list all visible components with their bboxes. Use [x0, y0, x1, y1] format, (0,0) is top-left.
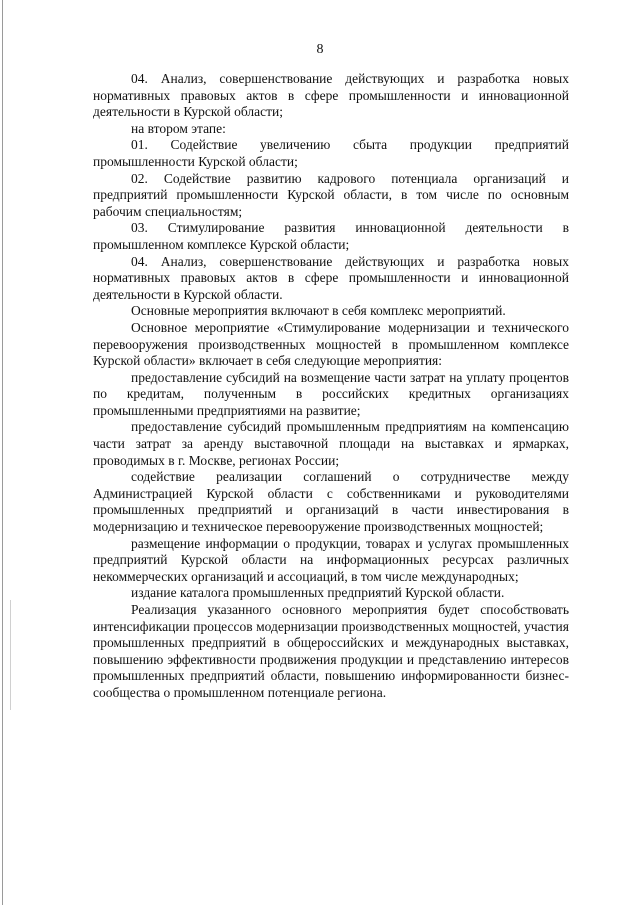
paragraph: 04. Анализ, совершенствование действующих и разработка новых нормативных правовых актов в сфере промышленности и инновационной деятельности в Курской области. — [93, 253, 569, 302]
paragraph: Основное мероприятие «Стимулирование модернизации и технического перевооружения производственных мощностей в промышленном комплексе Курской области» включает в себя следующие мероприятия: — [93, 319, 569, 369]
paragraph: Основные мероприятия включают в себя комплекс мероприятий. — [131, 303, 506, 319]
paragraph: 01. Содействие увеличению сбыта продукции предприятий промышленности Курской области; — [93, 137, 569, 169]
paragraph: издание каталога промышленных предприятий Курской области. — [131, 585, 505, 601]
paragraph: 02. Содействие развитию кадрового потенциала организаций и предприятий промышленности Курской области, в том числе по основным рабочим специальностям; — [93, 170, 569, 219]
page-number: 8 — [316, 42, 324, 57]
paragraph: на втором этапе: — [131, 120, 226, 136]
paragraph: предоставление субсидий промышленным предприятиям на компенсацию части затрат за аренду выставочной площади на выставках и ярмарках, проводимых в г. Москве, регионах России; — [93, 419, 569, 468]
document-body — [93, 71, 569, 702]
scan-edge-line — [2, 0, 3, 905]
paragraph: предоставление субсидий на возмещение части затрат на уплату процентов по кредитам, полученным в российских кредитных организациях промышленными предприятиями на развитие; — [93, 369, 569, 418]
scan-edge-mark — [10, 600, 11, 710]
paragraph: размещение информации о продукции, товарах и услугах промышленных предприятий Курской области на информационных ресурсах различных некоммерческих организаций и ассоциаций, в том числе международных; — [93, 535, 569, 584]
paragraph: Реализация указанного основного мероприятия будет способствовать интенсификации процессов модернизации производственных мощностей, участия промышленных предприятий в общероссийских и международных выставках, повышению эффективности продвижения продукции и представлению интересов промышленных предприятий области, повышению информированности бизнес-сообщества о промышленном потенциале региона. — [93, 602, 569, 700]
paragraph: содействие реализации соглашений о сотрудничестве между Администрацией Курской области с собственниками и руководителями промышленных предприятий и организаций в части инвестирования в модернизацию и техническое перевооружение производственных мощностей; — [93, 469, 569, 535]
paragraph: 03. Стимулирование развития инновационной деятельности в промышленном комплексе Курской области; — [93, 220, 569, 252]
paragraph: 04. Анализ, совершенствование действующих и разработка новых нормативных правовых актов в сфере промышленности и инновационной деятельности в Курской области; — [93, 71, 569, 120]
